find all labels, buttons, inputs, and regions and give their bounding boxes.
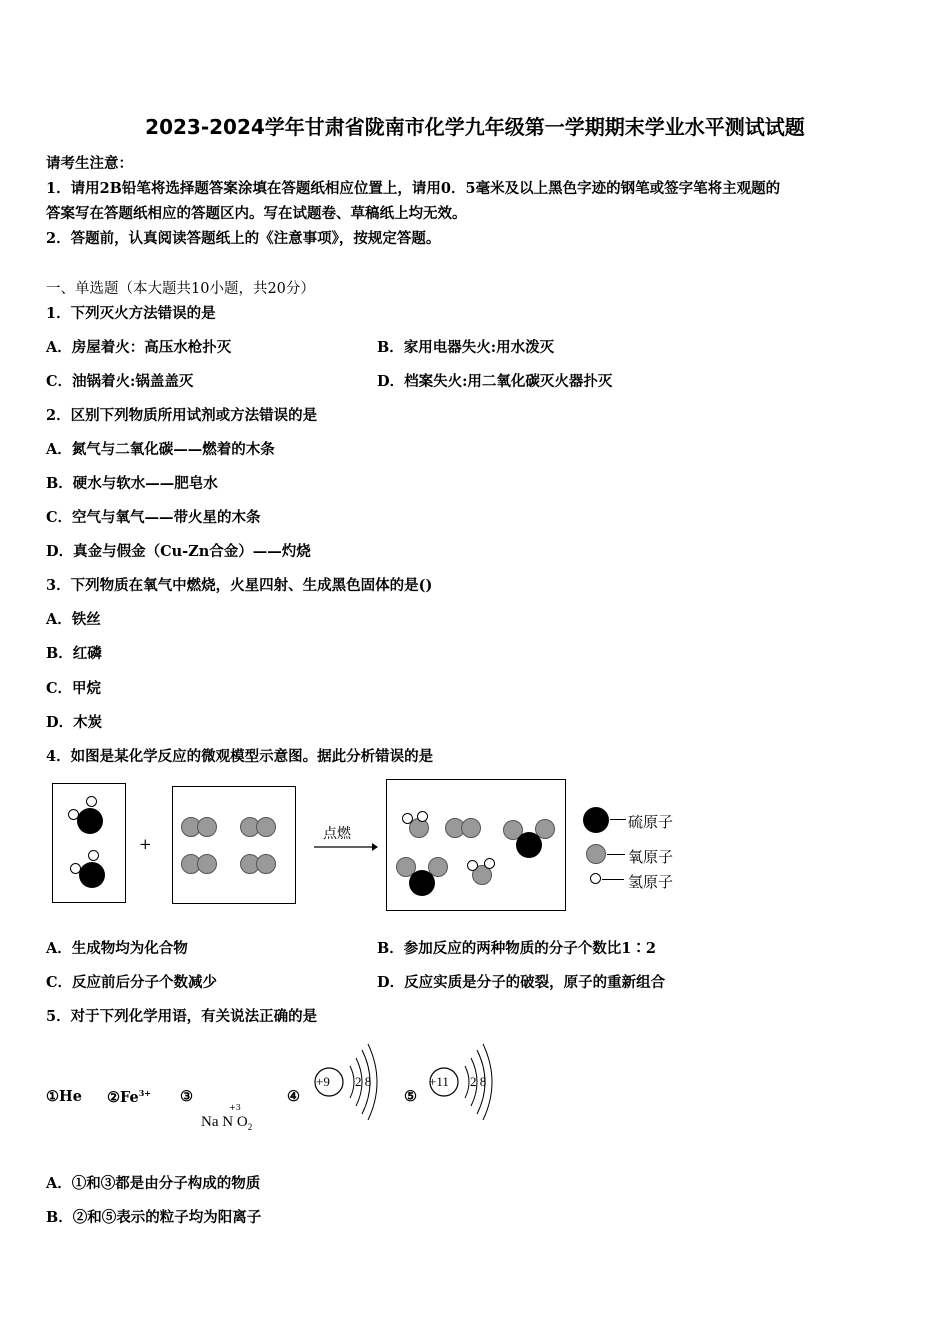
q4-option-a: A．生成物均为化合物 [46,940,188,957]
q3-option-d: D．木炭 [46,714,103,731]
oxygen-atom [197,817,217,837]
oxygen-atom [256,817,276,837]
q2-option-b: B．硬水与软水——肥皂水 [46,475,218,492]
legend-sulfur-label: 硫原子 [628,813,674,831]
q2-option-a: A．氮气与二氧化碳——燃着的木条 [46,441,275,458]
legend-line [610,819,626,820]
notice-line-2: 2．答题前，认真阅读答题纸上的《注意事项》，按规定答题。 [46,230,441,247]
q2-option-d: D．真金与假金（Cu-Zn合金）——灼烧 [46,543,311,560]
formula-sub: 2 [247,1122,253,1132]
q5-item-1: ①He [46,1088,82,1105]
oxygen-atom [461,818,481,838]
q1-option-a: A．房屋着火：高压水枪扑灭 [46,339,232,356]
q2-option-c: C．空气与氧气——带火星的木条 [46,509,261,526]
notice-line-1b: 答案写在答题纸相应的答题区内。写在试题卷、草稿纸上均无效。 [46,205,467,222]
q5-item-2 [107,1088,151,1106]
formula-o: O [236,1114,248,1130]
oxygen-atom [256,854,276,874]
q1-option-b: B．家用电器失火:用水泼灭 [377,339,555,356]
q5-item-2-symbol: ②Fe [107,1088,139,1106]
q2-stem: 2．区别下列物质所用试剂或方法错误的是 [46,407,318,424]
hydrogen-atom [417,811,428,822]
q3-option-c: C．甲烷 [46,680,102,697]
q4-option-c: C．反应前后分子个数减少 [46,974,218,991]
sulfur-atom [79,862,105,888]
q5-item-3-formula [201,1114,252,1132]
q1-option-d: D．档案失火:用二氧化碳灭火器扑灭 [377,373,613,390]
shell-electrons-4: 2 8 [355,1074,372,1089]
legend-sulfur-icon [583,807,609,833]
hydrogen-atom [68,809,79,820]
oxygen-atom [197,854,217,874]
q3-stem: 3．下列物质在氧气中燃烧，火星四射、生成黑色固体的是() [46,577,433,594]
q5-item-2-charge: 3+ [138,1088,152,1098]
legend-oxygen-label: 氧原子 [628,848,674,866]
notice-heading: 请考生注意： [46,155,133,172]
q5-item-3-marker: ③ [180,1088,193,1105]
q5-item-3-valence: +3 [229,1103,241,1112]
formula-na: Na [201,1114,219,1130]
legend-oxygen-icon [586,844,606,864]
legend-line [602,879,624,880]
nucleus-label-4: +9 [316,1074,330,1089]
q5-stem: 5．对于下列化学用语，有关说法正确的是 [46,1008,318,1025]
q4-option-b: B．参加反应的两种物质的分子个数比1∶2 [377,940,656,957]
q3-option-b: B．红磷 [46,645,102,662]
legend-hydrogen-label: 氢原子 [628,873,674,891]
q5-option-a: A．①和③都是由分子构成的物质 [46,1175,261,1192]
hydrogen-atom [467,860,478,871]
hydrogen-atom [86,796,97,807]
notice-line-1a: 1．请用2B铅笔将选择题答案涂填在答题纸相应位置上，请用0．5毫米及以上黑色字迹的钢笔或签字笔将主观题的 [46,180,781,197]
formula-n: N [222,1114,234,1130]
q1-stem: 1．下列灭火方法错误的是 [46,305,216,322]
q3-option-a: A．铁丝 [46,611,101,628]
shell-electrons-5: 2 8 [470,1074,487,1089]
reactant-box-o2 [172,786,296,904]
hydrogen-atom [402,813,413,824]
hydrogen-atom [484,858,495,869]
q5-item-5-marker: ⑤ [404,1088,417,1105]
hydrogen-atom [88,850,99,861]
q4-option-d: D．反应实质是分子的破裂，原子的重新组合 [377,974,666,991]
legend-line [607,854,625,855]
sulfur-atom [516,832,542,858]
q4-stem: 4．如图是某化学反应的微观模型示意图。据此分析错误的是 [46,748,434,765]
sulfur-atom [77,808,103,834]
plus-sign: + [139,835,152,853]
hydrogen-atom [70,863,81,874]
legend-hydrogen-icon [590,873,601,884]
nucleus-label-5: +11 [429,1074,449,1089]
reaction-arrow [312,840,378,854]
q5-option-b: B．②和⑤表示的粒子均为阳离子 [46,1209,262,1226]
product-box [386,779,566,911]
section-heading: 一、单选题（本大题共10小题，共20分） [46,281,315,297]
sulfur-atom [409,870,435,896]
reaction-condition: 点燃 [323,826,351,842]
page-title: 2023-2024学年甘肃省陇南市化学九年级第一学期期末学业水平测试试题 [145,115,805,139]
q1-option-c: C．油锅着火:锅盖盖灭 [46,373,194,390]
q5-item-4-marker: ④ [287,1088,300,1105]
reactant-box-h2s [52,783,126,903]
